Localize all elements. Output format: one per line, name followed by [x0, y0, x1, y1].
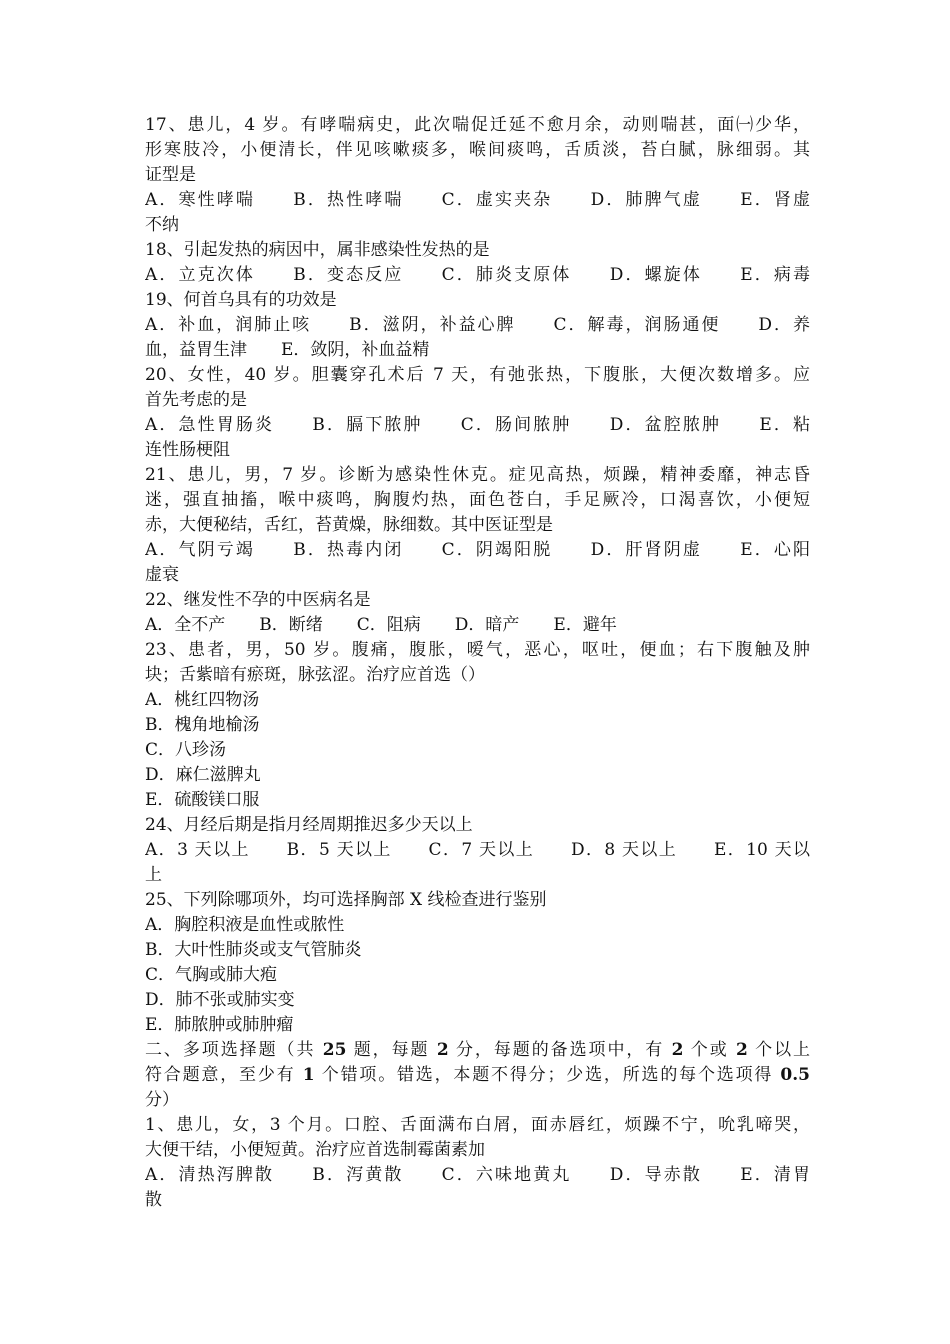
option-line: 连性肠梗阻 — [145, 440, 230, 460]
option-line: A．3 天以上 B．5 天以上 C．7 天以上 D．8 天以上 E．10 天以 — [145, 840, 810, 860]
option-b: B．大叶性肺炎或支气管肺炎 — [145, 940, 362, 960]
question-18: 18、引起发热的病因中，属非感染性发热的是 — [145, 240, 490, 260]
text-line: 17、患儿，4 岁。有哮喘病史，此次喘促迁延不愈月余，动则喘甚，面㈠少华， — [145, 115, 810, 135]
option-line: A．急性胃肠炎 B．膈下脓肿 C．肠间脓肿 D．盆腔脓肿 E．粘 — [145, 415, 810, 435]
text-line: 块；舌紫暗有瘀斑，脉弦涩。治疗应首选（） — [145, 665, 485, 685]
question-20: 20、女性，40 岁。胆囊穿孔术后 7 天，有弛张热，下腹胀，大便次数增多。应 — [145, 365, 810, 385]
question-23: 23、患者，男，50 岁。腹痛，腹胀，嗳气，恶心，呕吐，便血；右下腹触及肿 — [145, 640, 810, 660]
option-line: 血，益胃生津 E．敛阴，补血益精 — [145, 340, 430, 360]
option-line: A．气阴亏竭 B．热毒内闭 C．阴竭阳脱 D．肝肾阴虚 E．心阳 — [145, 540, 810, 560]
exam-text — [145, 113, 810, 1213]
option-line: A．全不产 B．断绪 C．阻病 D．暗产 E．避年 — [145, 615, 617, 635]
option-line: 不纳 — [145, 215, 179, 235]
question-24: 24、月经后期是指月经周期推迟多少天以上 — [145, 815, 473, 835]
option-line: 虚衰 — [145, 565, 179, 585]
option-line: 上 — [145, 865, 162, 885]
section-instructions-end: 分） — [145, 1090, 179, 1110]
text-line: 迷，强直抽搐，喉中痰鸣，胸腹灼热，面色苍白，手足厥冷，口渴喜饮，小便短 — [145, 490, 810, 510]
option-line: 散 — [145, 1190, 162, 1210]
text-line: 形寒肢冷，小便清长，伴见咳嗽痰多，喉间痰鸣，舌质淡，苔白腻，脉细弱。其 — [145, 140, 810, 160]
text-line: 赤，大便秘结，舌红，苔黄燥，脉细数。其中医证型是 — [145, 515, 553, 535]
option-d: D．麻仁滋脾丸 — [145, 765, 261, 785]
question-19: 19、何首乌具有的功效是 — [145, 290, 337, 310]
question-25: 25、下列除哪项外，均可选择胸部 X 线检查进行鉴别 — [145, 890, 547, 910]
text-line: 大便干结，小便短黄。治疗应首选制霉菌素加 — [145, 1140, 485, 1160]
option-line: A．清热泻脾散 B．泻黄散 C．六味地黄丸 D．导赤散 E．清胃 — [145, 1165, 810, 1185]
text-line: 证型是 — [145, 165, 196, 185]
section-instructions: 符合题意，至少有 1 个错项。错选，本题不得分；少选，所选的每个选项得 0.5 — [145, 1065, 810, 1085]
option-line: A．补血，润肺止咳 B．滋阴，补益心脾 C．解毒，润肠通便 D．养 — [145, 315, 810, 335]
option-c: C．气胸或肺大疱 — [145, 965, 278, 985]
option-e: E．肺脓肿或肺肿瘤 — [145, 1015, 294, 1035]
question-22: 22、继发性不孕的中医病名是 — [145, 590, 371, 610]
option-b: B．槐角地榆汤 — [145, 715, 260, 735]
option-c: C．八珍汤 — [145, 740, 227, 760]
option-e: E．硫酸镁口服 — [145, 790, 260, 810]
option-a: A．桃红四物汤 — [145, 690, 260, 710]
option-a: A．胸腔积液是血性或脓性 — [145, 915, 345, 935]
option-d: D．肺不张或肺实变 — [145, 990, 295, 1010]
question-21: 21、患儿，男，7 岁。诊断为感染性休克。症见高热，烦躁，精神委靡，神志昏 — [145, 465, 810, 485]
text-line: 首先考虑的是 — [145, 390, 247, 410]
option-line: A．立克次体 B．变态反应 C．肺炎支原体 D．螺旋体 E．病毒 — [145, 265, 810, 285]
option-line: A．寒性哮喘 B．热性哮喘 C．虚实夹杂 D．肺脾气虚 E．肾虚 — [145, 190, 810, 210]
section-heading: 二、多项选择题（共 25 题，每题 2 分，每题的备选项中，有 2 个或 2 个以上 — [145, 1040, 810, 1060]
question-1: 1、患儿，女，3 个月。口腔、舌面满布白屑，面赤唇红，烦躁不宁，吮乳啼哭， — [145, 1115, 810, 1135]
